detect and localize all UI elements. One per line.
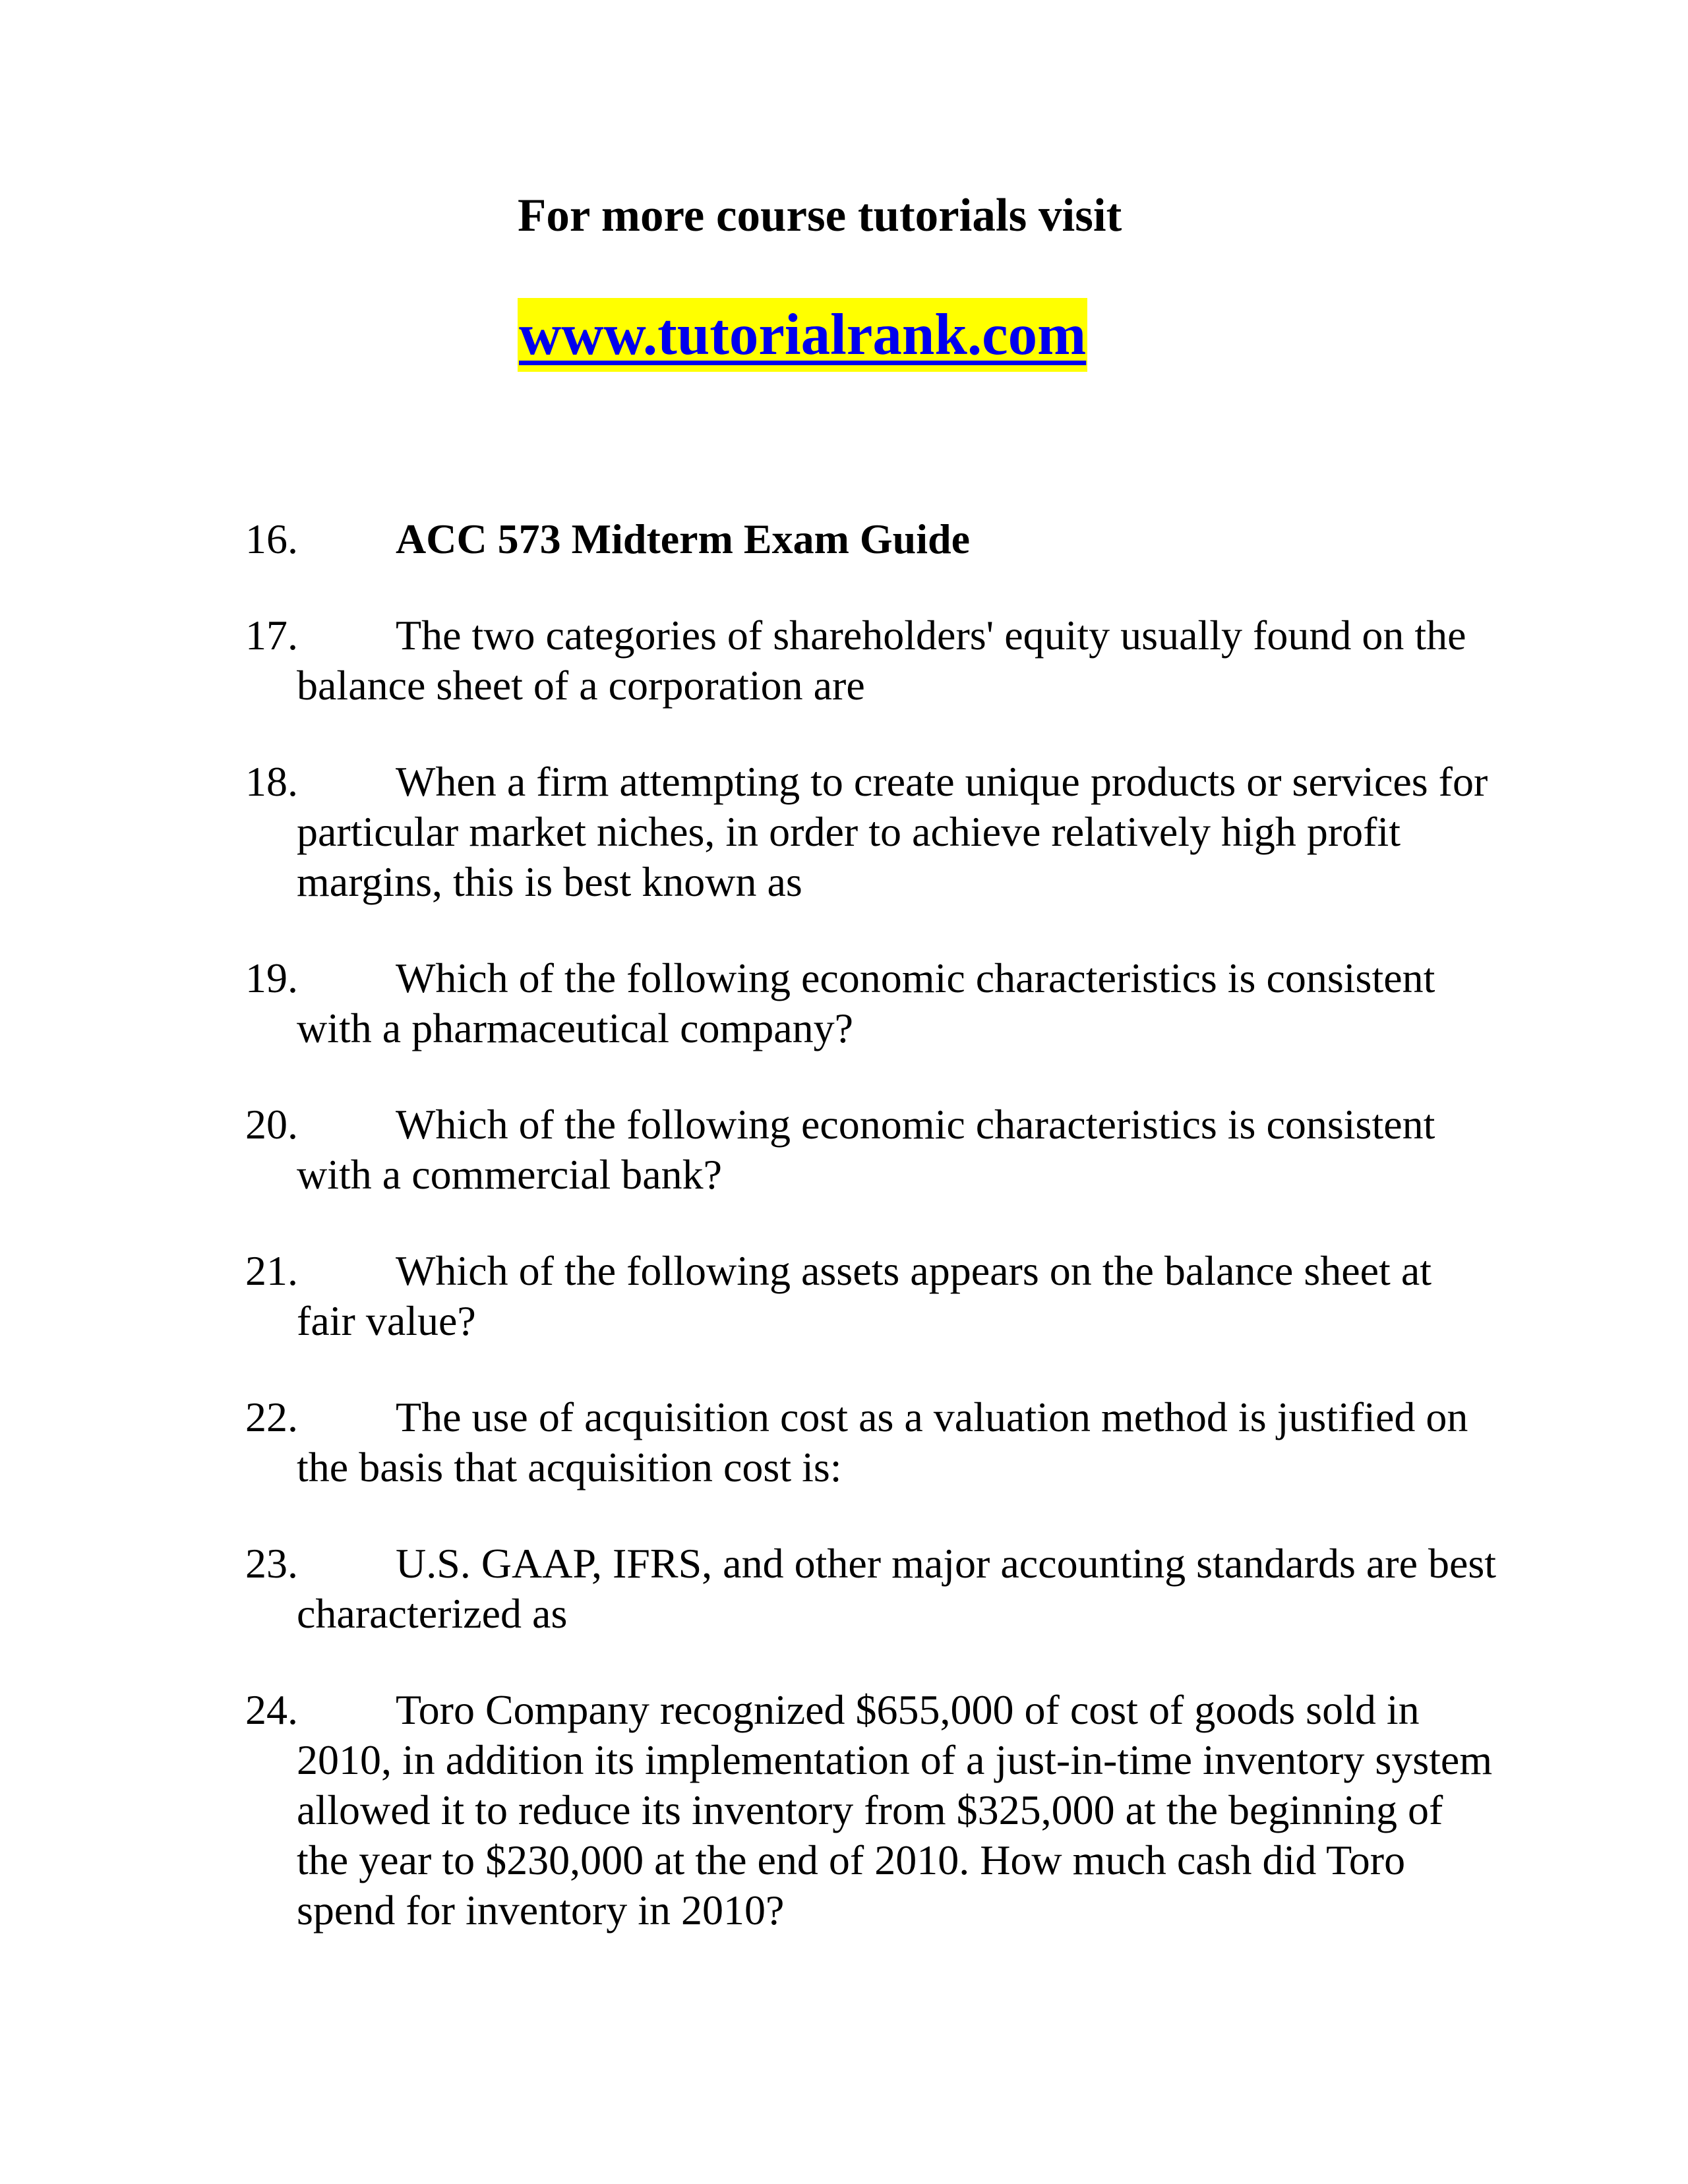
header-text: For more course tutorials visit (518, 190, 1122, 241)
question-text: Which of the following economic characteristics is consistent with a pharmaceutical company? (297, 955, 1435, 1051)
document-title: ACC 573 Midterm Exam Guide (396, 516, 971, 562)
item-number: 18. (245, 758, 298, 805)
question-text: The two categories of shareholders' equity usually found on the balance sheet of a corporation are (297, 612, 1466, 709)
list-item (245, 1539, 1498, 1639)
list-item (245, 1685, 1498, 1935)
item-number: 23. (245, 1540, 298, 1587)
item-number: 16. (245, 516, 298, 562)
website-link[interactable]: www.tutorialrank.com (518, 298, 1087, 372)
list-item (245, 757, 1498, 907)
question-text: U.S. GAAP, IFRS, and other major accounting standards are best characterized as (297, 1540, 1497, 1637)
item-number: 22. (245, 1394, 298, 1440)
question-text: When a firm attempting to create unique products or services for particular market niches, in order to achieve relatively high profit margins, this is best known as (297, 758, 1488, 905)
item-number: 19. (245, 955, 298, 1001)
list-item (245, 1392, 1498, 1492)
item-number: 24. (245, 1686, 298, 1733)
question-text: Which of the following assets appears on the balance sheet at fair value? (297, 1247, 1432, 1344)
list-item (245, 610, 1498, 711)
question-text: The use of acquisition cost as a valuation method is justified on the basis that acquisition cost is: (297, 1394, 1468, 1490)
list-item (245, 1246, 1498, 1346)
list-item (245, 1100, 1498, 1200)
list-item-title (245, 514, 1498, 564)
list-item (245, 953, 1498, 1053)
question-text: Toro Company recognized $655,000 of cost of goods sold in 2010, in addition its implementation of a just-in-time inventory system allowed it to reduce its inventory from $325,000 at the beginning of the year to $230,000 at the end of 2010. How much cash did Toro spend for inventory in 2010? (297, 1686, 1493, 1933)
question-list (245, 514, 1498, 1982)
question-text: Which of the following economic characteristics is consistent with a commercial bank? (297, 1101, 1435, 1198)
item-number: 21. (245, 1247, 298, 1294)
item-number: 20. (245, 1101, 298, 1148)
item-number: 17. (245, 612, 298, 659)
